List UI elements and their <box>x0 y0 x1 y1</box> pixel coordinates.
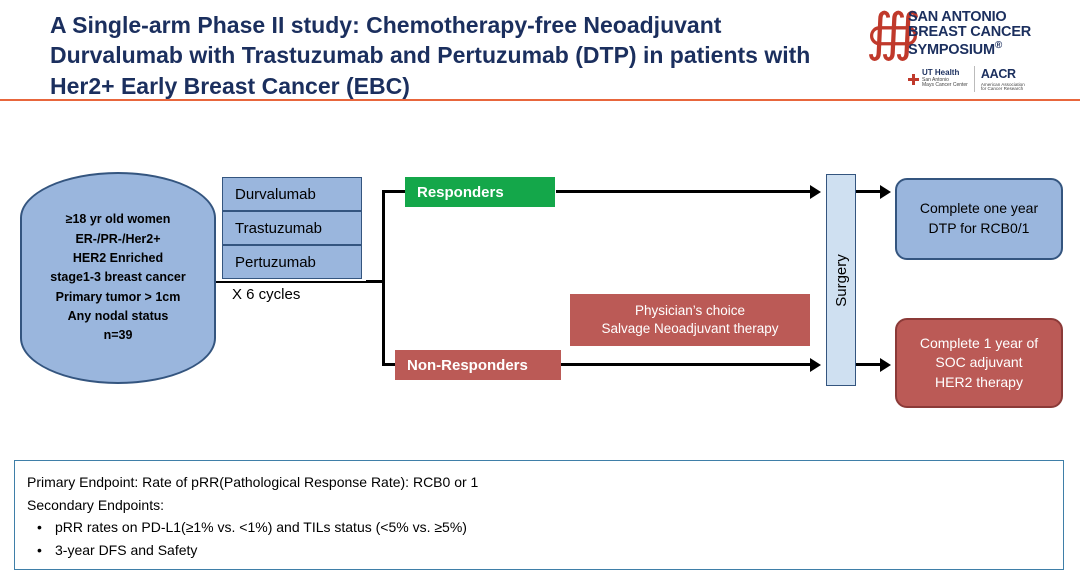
non-responders-box <box>395 350 561 380</box>
sabcs-logo <box>866 5 1062 92</box>
responders-box <box>405 177 555 207</box>
outcome-box-soc-adjuvant <box>895 318 1063 408</box>
arrow-head-non-responders <box>810 358 821 372</box>
cycles-label: X 6 cycles <box>232 286 301 303</box>
arrow-head-responders <box>810 185 821 199</box>
drug-box-pertuzumab <box>222 245 362 279</box>
connector-to-non-responders <box>382 363 396 366</box>
outcome-bottom-line-2: SOC adjuvant <box>935 354 1023 371</box>
partner-logos <box>908 66 1062 92</box>
aacr-logo: AACR American Association for Cancer Research <box>974 66 1025 92</box>
primary-endpoint-text: Primary Endpoint: Rate of pRR(Pathological Response Rate): RCB0 or 1 <box>27 474 479 490</box>
list-item: • 3-year DFS and Safety <box>27 539 1051 562</box>
surgery-box <box>826 174 856 386</box>
connector-non-responders-to-surgery <box>561 363 814 366</box>
responders-label: Responders <box>417 183 504 201</box>
outcome-top-line-1: Complete one year <box>919 200 1039 217</box>
connector-split-vertical <box>382 191 385 365</box>
salvage-line-1: Physician’s choice <box>634 302 746 318</box>
salvage-therapy-box <box>570 294 810 346</box>
page-title: A Single-arm Phase II study: Chemotherapy-free Neoadjuvant Durvalumab with Trastuzumab and Pertuzumab (DTP) in patients with Her2+ Early Breast Cancer (EBC) <box>50 12 811 99</box>
drug-box-trastuzumab <box>222 211 362 245</box>
non-responders-label: Non-Responders <box>407 356 528 374</box>
endpoints-box <box>14 460 1064 570</box>
logo-line-1: SAN ANTONIO <box>908 9 1007 25</box>
connector-split-entry <box>366 280 385 283</box>
ribbon-icon: ∰ <box>866 5 921 62</box>
arrow-head-outcome-top <box>880 185 891 199</box>
logo-line-3: SYMPOSIUM® <box>908 39 1002 58</box>
salvage-line-2: Salvage Neoadjuvant therapy <box>601 321 779 336</box>
eligibility-text: ≥18 yr old women ER-/PR-/Her2+ HER2 Enriched stage1-3 breast cancer Primary tumor > 1cm Any nodal status n=39 <box>50 212 186 343</box>
surgery-label: Surgery <box>832 253 850 307</box>
outcome-box-rcb01 <box>895 178 1063 260</box>
drug-label: Trastuzumab <box>235 219 322 237</box>
sabcs-logo-text <box>908 10 1031 58</box>
drug-box-durvalumab <box>222 177 362 211</box>
registered-mark-icon: ® <box>994 39 1002 51</box>
arrow-head-outcome-bottom <box>880 358 891 372</box>
ut-health-text: UT Health San Antonio Mays Cancer Center <box>922 68 968 89</box>
drug-label: Durvalumab <box>235 185 316 203</box>
drug-label: Pertuzumab <box>235 253 316 271</box>
ut-health-logo <box>908 69 968 88</box>
eligibility-criteria-box <box>20 172 216 384</box>
outcome-bottom-line-1: Complete 1 year of <box>919 334 1039 351</box>
outcome-top-line-2: DTP for RCB0/1 <box>928 220 1030 236</box>
list-item: • pRR rates on PD-L1(≥1% vs. <1%) and TILs status (<5% vs. ≥5%) <box>27 516 1051 539</box>
connector-eligibility-to-drugs <box>216 281 366 283</box>
header-divider <box>0 99 1080 101</box>
connector-responders-to-surgery <box>556 190 814 193</box>
outcome-bottom-line-3: HER2 therapy <box>935 373 1023 390</box>
secondary-endpoints-list <box>27 516 1051 561</box>
connector-to-responders <box>382 190 406 193</box>
logo-line-2: BREAST CANCER <box>908 24 1032 41</box>
cross-icon <box>908 74 919 85</box>
secondary-endpoints-heading: Secondary Endpoints: <box>27 496 164 513</box>
